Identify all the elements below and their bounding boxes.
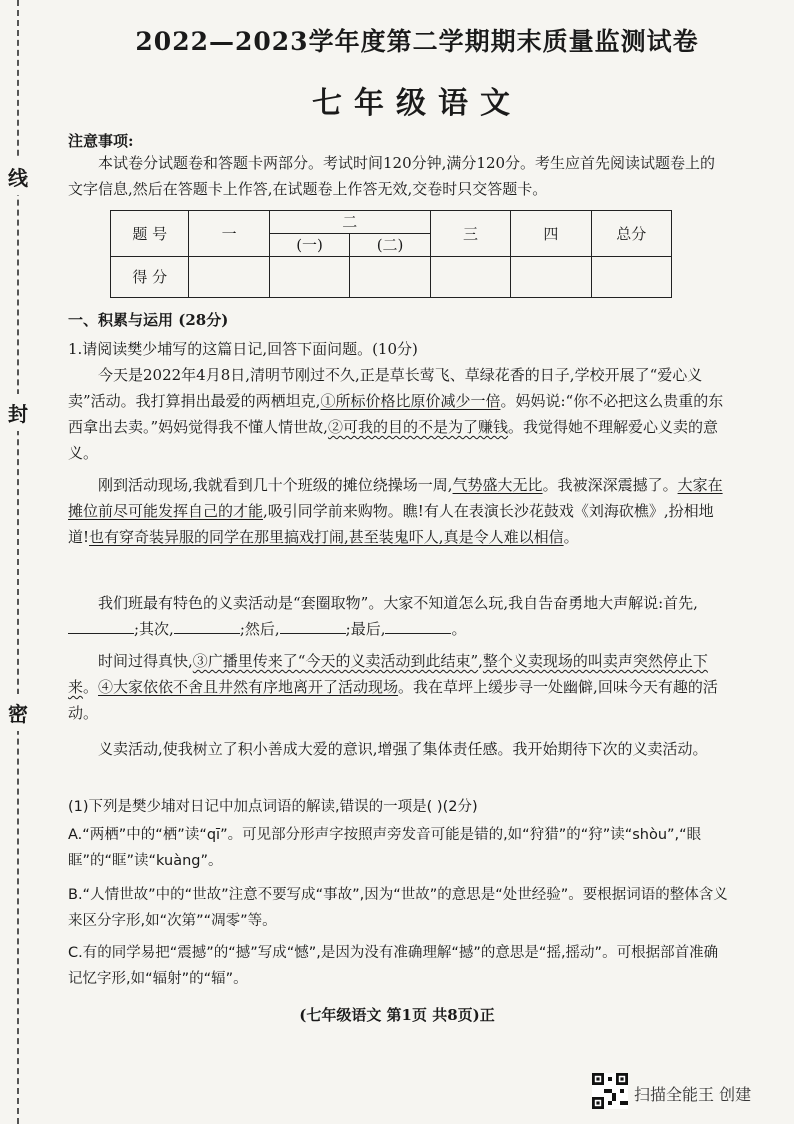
underlined-sentence: 大家在摊位前尽可能发挥自己的才能: [68, 476, 723, 520]
text: ,吸引同学前来购物。瞧!有人在表演长沙花鼓戏《刘海砍樵》,扮相地道!: [68, 502, 714, 546]
question-1-prompt: 1.请阅读樊少埔写的这篇日记,回答下面问题。(10分): [68, 340, 418, 358]
text: 刚到活动现场,我就看到几十个班级的摊位绕操场一周,: [98, 476, 453, 494]
notice-text: 本试卷分试题卷和答题卡两部分。考试时间120分钟,满分120分。考生应首先阅读试题卷上的文字信息,然后在答题卡上作答,在试题卷上作答无效,交卷时只交答题卡。: [68, 154, 716, 198]
score-col-4: 四: [511, 211, 591, 257]
binding-mark-seal: 封: [6, 394, 30, 431]
text: 今天是2022年4月8日,清明节刚过不久,正是草长莺飞、草绿花香的日子,学校开展了“爱心义卖”活动。我打算捐出最爱的两栖坦克,: [68, 366, 703, 410]
text: 。: [451, 620, 467, 638]
page-footer: (七年级语文 第1页 共8页)正: [299, 1006, 495, 1024]
diary-paragraph-1: [68, 362, 730, 466]
sub-question-1: (1)下列是樊少埔对日记中加点词语的解读,错误的一项是( )(2分): [68, 799, 478, 815]
text: ;然后,: [239, 620, 280, 638]
diary-paragraph-2: [68, 472, 730, 550]
text: ;其次,: [134, 620, 174, 638]
answer-blank[interactable]: [385, 617, 451, 634]
score-cell: [511, 256, 591, 297]
answer-blank[interactable]: [68, 617, 134, 634]
sentence-4: ④大家依依不舍且井然有序地离开了活动现场: [98, 678, 399, 696]
text: 。妈妈说:“你不必把这么贵重的东西拿出去卖。”妈妈觉得我不懂人情世故,: [68, 392, 724, 436]
option-c[interactable]: C.有的同学易把“震撼”的“撼”写成“憾”,是因为没有准确理解“撼”的意思是“摇,摇动”。可根据部首准确记忆字形,如“辐射”的“辐”。: [68, 945, 719, 987]
text: 时间过得真快,: [98, 652, 193, 670]
answer-blank[interactable]: [280, 617, 346, 634]
option-a[interactable]: A.“两栖”中的“栖”读“qī”。可见部分形声字按照声旁发音可能是错的,如“狩猎”的“狩”读“shòu”,“眼眶”的“眶”读“kuàng”。: [68, 827, 702, 869]
underlined-phrase: 气势盛大无比: [452, 476, 543, 494]
score-table: [110, 210, 672, 298]
text: 我们班最有特色的义卖活动是“套圈取物”。大家不知道怎么玩,我自告奋勇地大声解说:首先,: [98, 594, 698, 612]
text: ,: [478, 652, 483, 670]
diary-paragraph-3: [68, 590, 730, 642]
score-col-2: 二: [269, 211, 430, 234]
score-row-label: 题 号: [111, 211, 189, 257]
option-b[interactable]: B.“人情世故”中的“世故”注意不要写成“事故”,因为“世故”的意思是“处世经验”。要根据词语的整体含义来区分字形,如“次第”“凋零”等。: [68, 887, 728, 929]
text: 。: [83, 678, 99, 696]
subject-title: 七年级语文: [312, 86, 522, 121]
notice-heading: 注意事项:: [68, 132, 134, 150]
score-col-2a: (一): [269, 233, 350, 256]
exam-title: 2022—2023学年度第二学期期末质量监测试卷: [135, 27, 699, 56]
sentence-2: ②可我的目的不是为了赚钱: [327, 418, 508, 436]
sentence-1: ①所标价格比原价减少一倍: [320, 392, 501, 410]
score-cell: [350, 256, 431, 297]
scanner-watermark: 扫描全能王 创建: [634, 1085, 752, 1104]
binding-mark-line: 线: [6, 158, 30, 195]
section-heading: 一、积累与运用 (28分): [68, 311, 229, 329]
score-col-3: 三: [430, 211, 510, 257]
score-cell: [189, 256, 269, 297]
diary-paragraph-4: [68, 648, 730, 726]
qr-code-icon: [592, 1073, 628, 1109]
sentence-3: ③广播里传来了“今天的义卖活动到此结束”: [192, 652, 479, 670]
text: ;最后,: [345, 620, 386, 638]
score-row2-label: 得 分: [111, 256, 189, 297]
text: 。我被深深震撼了。: [542, 476, 678, 494]
text: 。我在草坪上缓步寻一处幽僻,回味今天有趣的活动。: [68, 678, 718, 722]
score-col-2b: (二): [350, 233, 431, 256]
score-cell: [269, 256, 350, 297]
text: 。我觉得她不理解爱心义卖的意义。: [68, 418, 718, 462]
underlined-sentence: 也有穿奇装异服的同学在那里搞戏打闹,甚至装鬼吓人,真是令人难以相信: [89, 528, 564, 546]
score-cell: [430, 256, 510, 297]
text: 。: [563, 528, 579, 546]
answer-blank[interactable]: [174, 617, 240, 634]
score-col-1: 一: [189, 211, 269, 257]
diary-paragraph-5: 义卖活动,使我树立了积小善成大爱的意识,增强了集体责任感。我开始期待下次的义卖活动。: [98, 740, 708, 758]
score-cell: [591, 256, 671, 297]
binding-mark-secret: 密: [6, 694, 30, 731]
score-col-total: 总分: [591, 211, 671, 257]
wavy-sentence: 整个义卖现场的叫卖声突然停止下来: [68, 652, 708, 696]
